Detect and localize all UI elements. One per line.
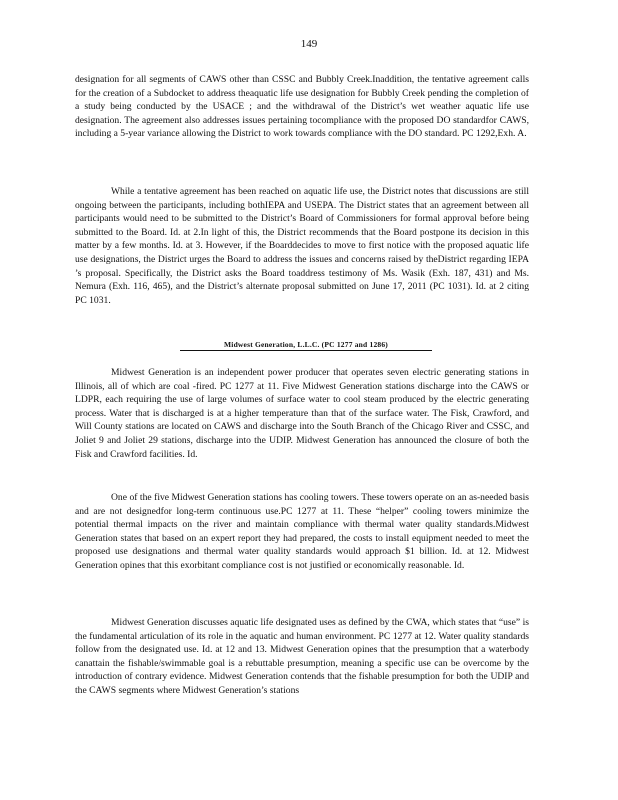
paragraph: Midwest Generation discusses aquatic life designated uses as defined by the CWA, which states that “use” is the fundamental articulation of its role in the aquatic and human environment. PC 1277 at 12. Water quality standards follow from the designated use. Id. at 12 and 13. Midwest Generation opines that the presumption that a waterbody canattain the fishable/swimmable goal is a rebuttable presumption, meaning a specific use can be overcome by the introduction of contrary evidence. Midwest Generation contends that the fishable presumption for both the UDIP and the CAWS segments where Midwest Generation’s stations bbox=[75, 617, 529, 696]
paragraph: While a tentative agreement has been reached on aquatic life use, the District notes that discussions are still ongoing between the participants, including bothIEPA and USEPA. The District states that an agreement between all participants would need to be submitted to the District’s Board of Commissioners for formal approval before being submitted to the Board. Id. at 2.In light of this, the District recommends that the Board postpone its decision in this matter by a few months. Id. at 3. However, if the Boarddecides to move to first notice with the proposed aquatic life use designations, the District urges the Board to address the issues and concerns raised by theDistrict regarding IEPA ’s proposal. Specifically, the District asks the Board toaddress testimony of Ms. Wasik (Exh. 187, 431) and Ms. Nemura (Exh. 116, 465), and the District’s alternate proposal submitted on June 17, 2011 (PC 1031). Id. at 2 citing PC 1031. bbox=[75, 186, 529, 306]
paragraph: designation for all segments of CAWS other than CSSC and Bubbly Creek.Inaddition, the tentative agreement calls for the creation of a Subdocket to address theaquatic life use designation for Bubbly Creek pending the completion of a study being conducted by the USACE ; and the withdrawal of the District’s wet weather aquatic life use designation. The agreement also addresses issues pertaining tocompliance with the proposed DO standardfor CAWS, including a 5-year variance allowing the District to work towards compliance with the DO standard. PC 1292,Exh. A. bbox=[75, 74, 529, 140]
section-heading: Midwest Generation, L.L.C. (PC 1277 and 1286) bbox=[180, 340, 432, 351]
paragraph: Midwest Generation is an independent power producer that operates seven electric generating stations in Illinois, all of which are coal -fired. PC 1277 at 11. Five Midwest Generation stations discharge into the CAWS or LDPR, each requiring the use of large volumes of surface water to cool steam produced by the electric generating process. Water that is discharged is at a higher temperature than that of the surface water. The Fisk, Crawford, and Will County stations are located on CAWS and discharge into the South Branch of the Chicago River and CSSC, and Joliet 9 and Joliet 29 stations, discharge into the UDIP. Midwest Generation has announced the closure of both the Fisk and Crawford facilities. Id. bbox=[75, 367, 529, 460]
paragraph: One of the five Midwest Generation stations has cooling towers. These towers operate on an as-needed basis and are not designedfor long-term continuous use.PC 1277 at 11. These “helper” cooling towers minimize the potential thermal impacts on the river and maintain compliance with thermal water quality standards.Midwest Generation states that based on an expert report they had prepared, the costs to install equipment needed to meet the proposed use designations and thermal water quality standards would approach $1 billion. Id. at 12. Midwest Generation opines that this exorbitant compliance cost is not justified or economically reasonable. Id. bbox=[75, 492, 529, 571]
page-number: 149 bbox=[300, 38, 318, 50]
